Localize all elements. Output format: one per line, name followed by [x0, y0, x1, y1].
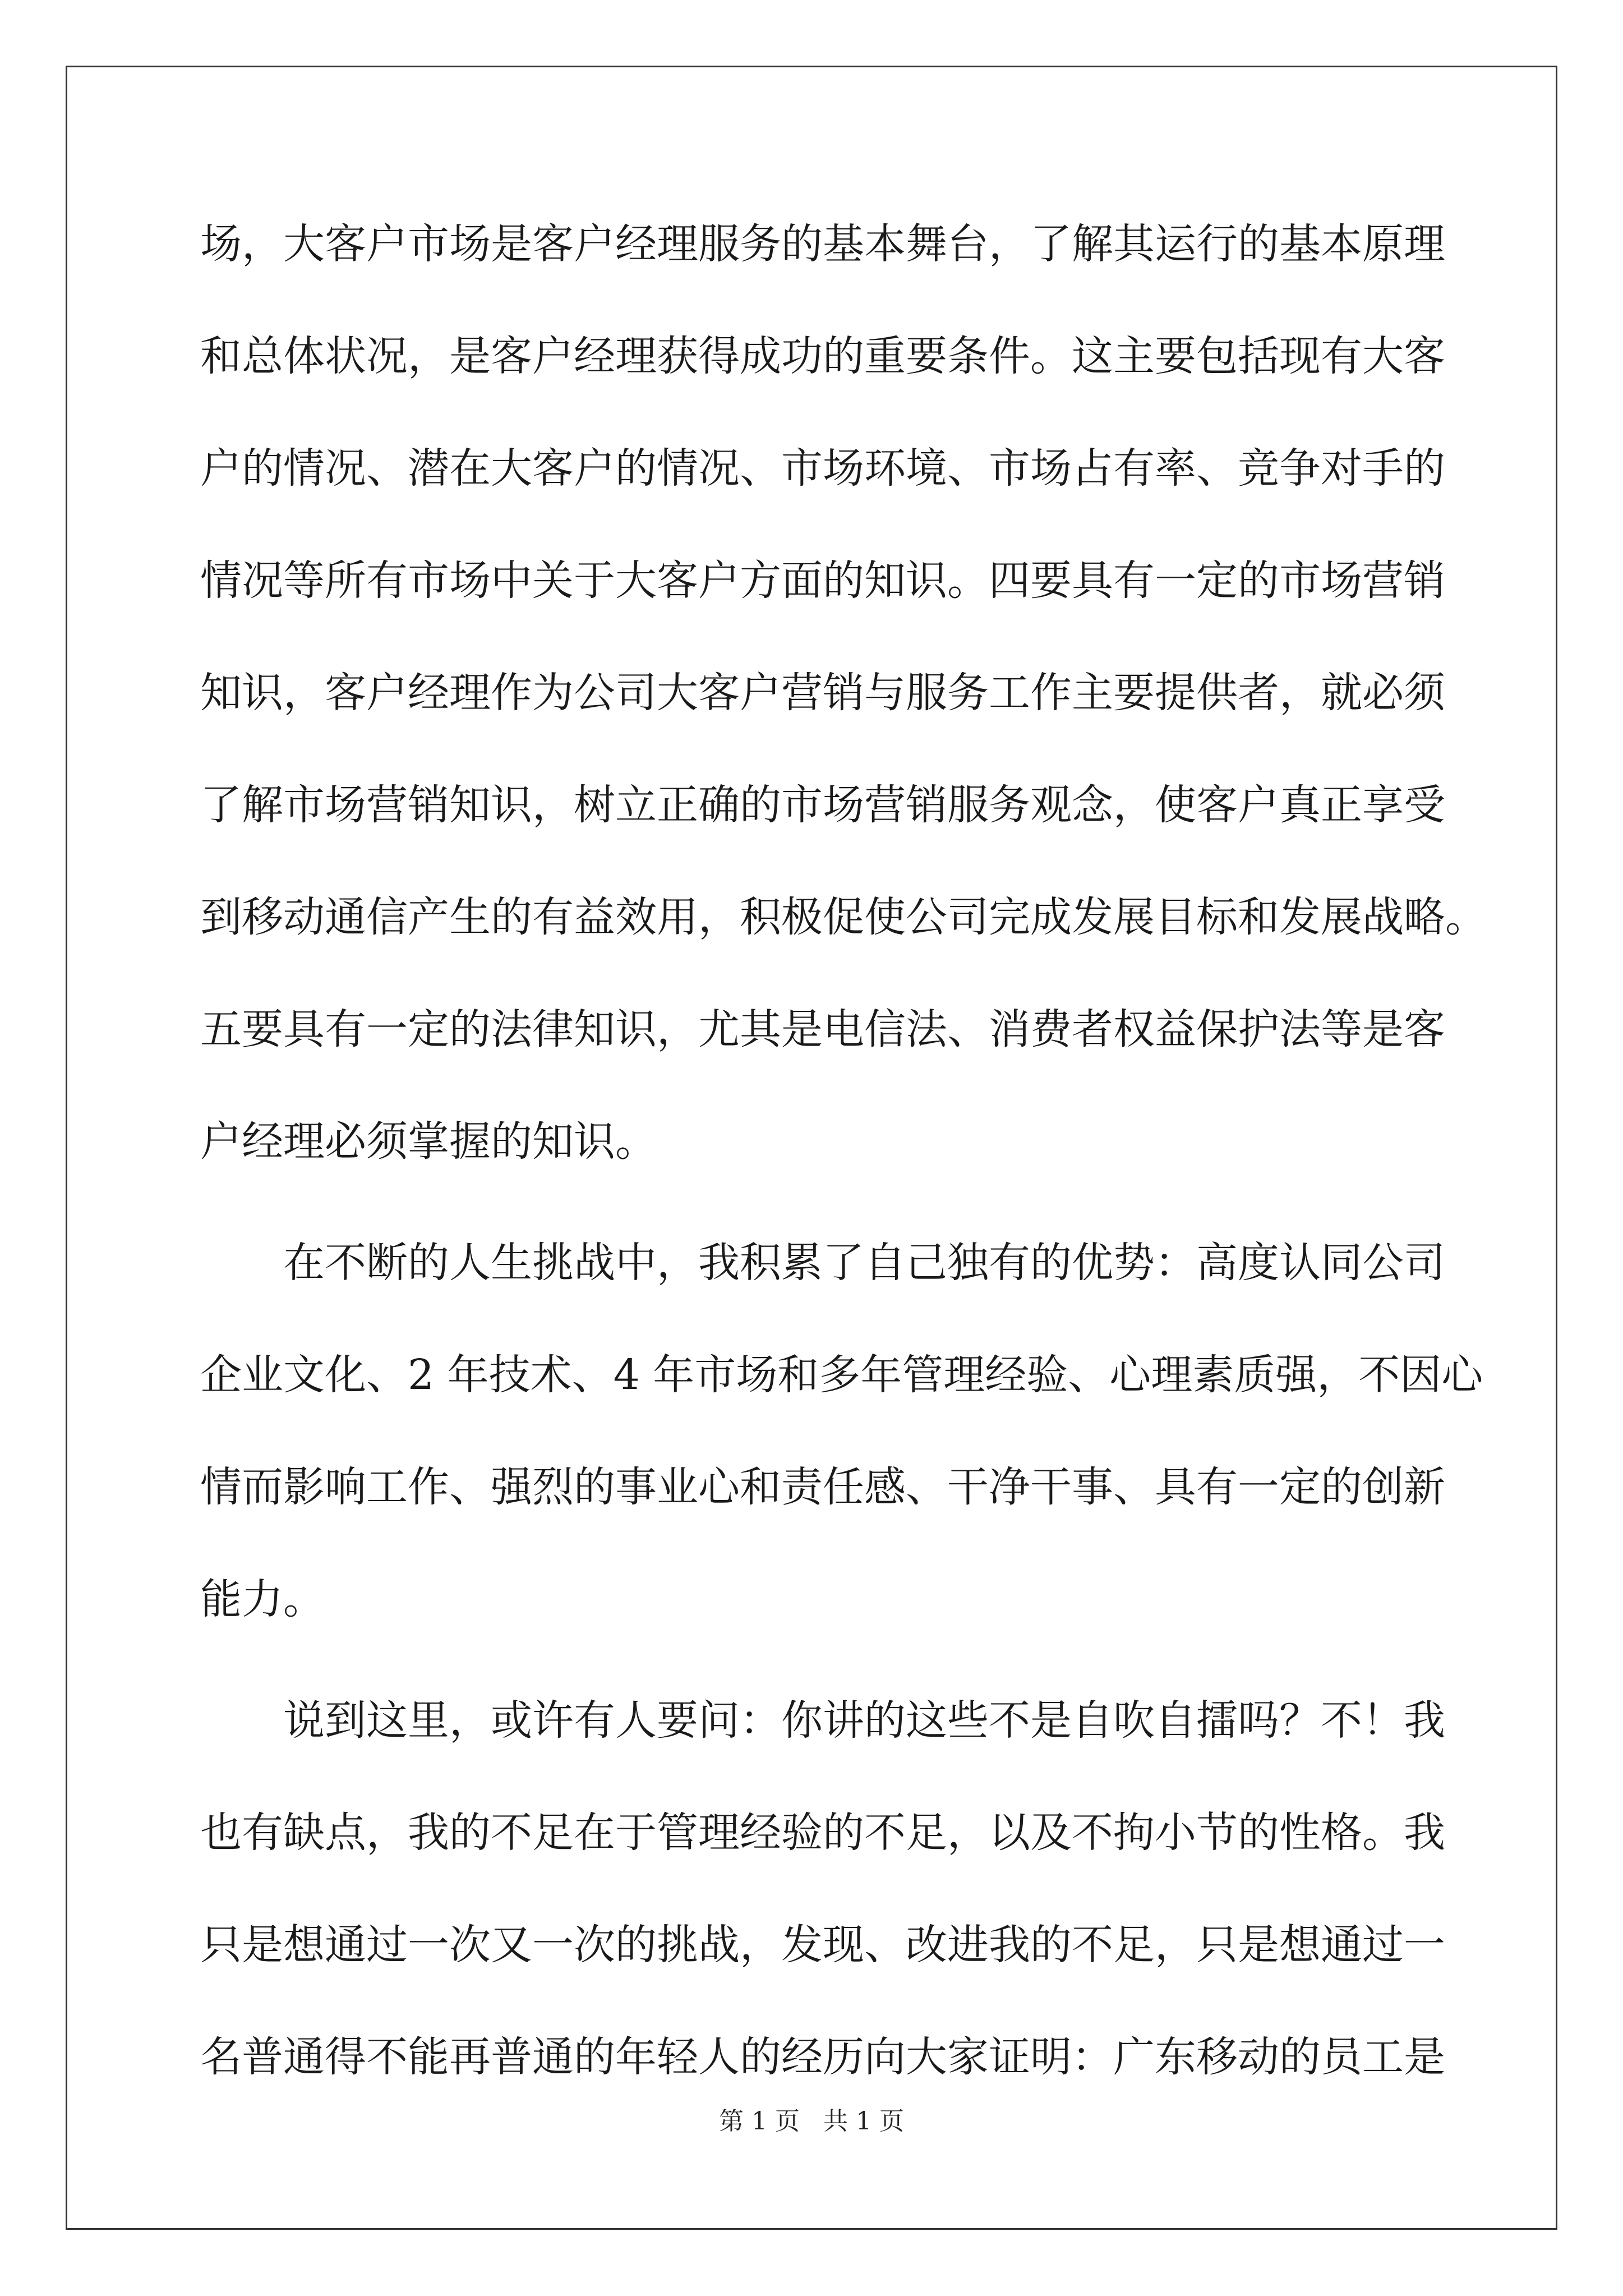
text-line: 只是想通过一次又一次的挑战，发现、改进我的不足，只是想通过一	[200, 1921, 1445, 1969]
text-line: 能力。	[200, 1575, 325, 1623]
text-line: 和总体状况，是客户经理获得成功的重要条件。这主要包括现有大客	[200, 332, 1445, 380]
text-line: 到移动通信产生的有益效用，积极促使公司完成发展目标和发展战略。	[200, 893, 1487, 941]
text-line: 五要具有一定的法律知识，尤其是电信法、消费者权益保护法等是客	[200, 1005, 1445, 1053]
paragraph	[200, 1226, 1483, 1684]
page-footer: 第 1 页 共 1 页	[719, 2107, 904, 2136]
text-line: 了解市场营销知识，树立正确的市场营销服务观念，使客户真正享受	[200, 781, 1445, 829]
text-line: 企业文化、2 年技术、4 年市场和多年管理经验、心理素质强，不因心	[200, 1351, 1483, 1399]
text-line: 说到这里，或许有人要问：你讲的这些不是自吹自擂吗？不！我	[283, 1696, 1445, 1745]
text-line: 户经理必须掌握的知识。	[200, 1117, 657, 1166]
paragraph	[200, 208, 1487, 1226]
text-line: 情况等所有市场中关于大客户方面的知识。四要具有一定的市场营销	[200, 556, 1445, 605]
text-line: 知识，客户经理作为公司大客户营销与服务工作主要提供者，就必须	[200, 669, 1445, 717]
text-line: 户的情况、潜在大客户的情况、市场环境、市场占有率、竞争对手的	[200, 444, 1445, 493]
text-line: 在不断的人生挑战中，我积累了自己独有的优势：高度认同公司	[283, 1239, 1445, 1287]
text-line: 也有缺点，我的不足在于管理经验的不足，以及不拘小节的性格。我	[200, 1809, 1445, 1857]
text-line: 场，大客户市场是客户经理服务的基本舞台，了解其运行的基本原理	[200, 220, 1445, 268]
document-body	[200, 208, 1487, 2133]
paragraph	[200, 1684, 1445, 2133]
text-line: 情而影响工作、强烈的事业心和责任感、干净干事、具有一定的创新	[200, 1463, 1445, 1511]
text-line: 名普通得不能再普通的年轻人的经历向大家证明：广东移动的员工是	[200, 2033, 1445, 2081]
